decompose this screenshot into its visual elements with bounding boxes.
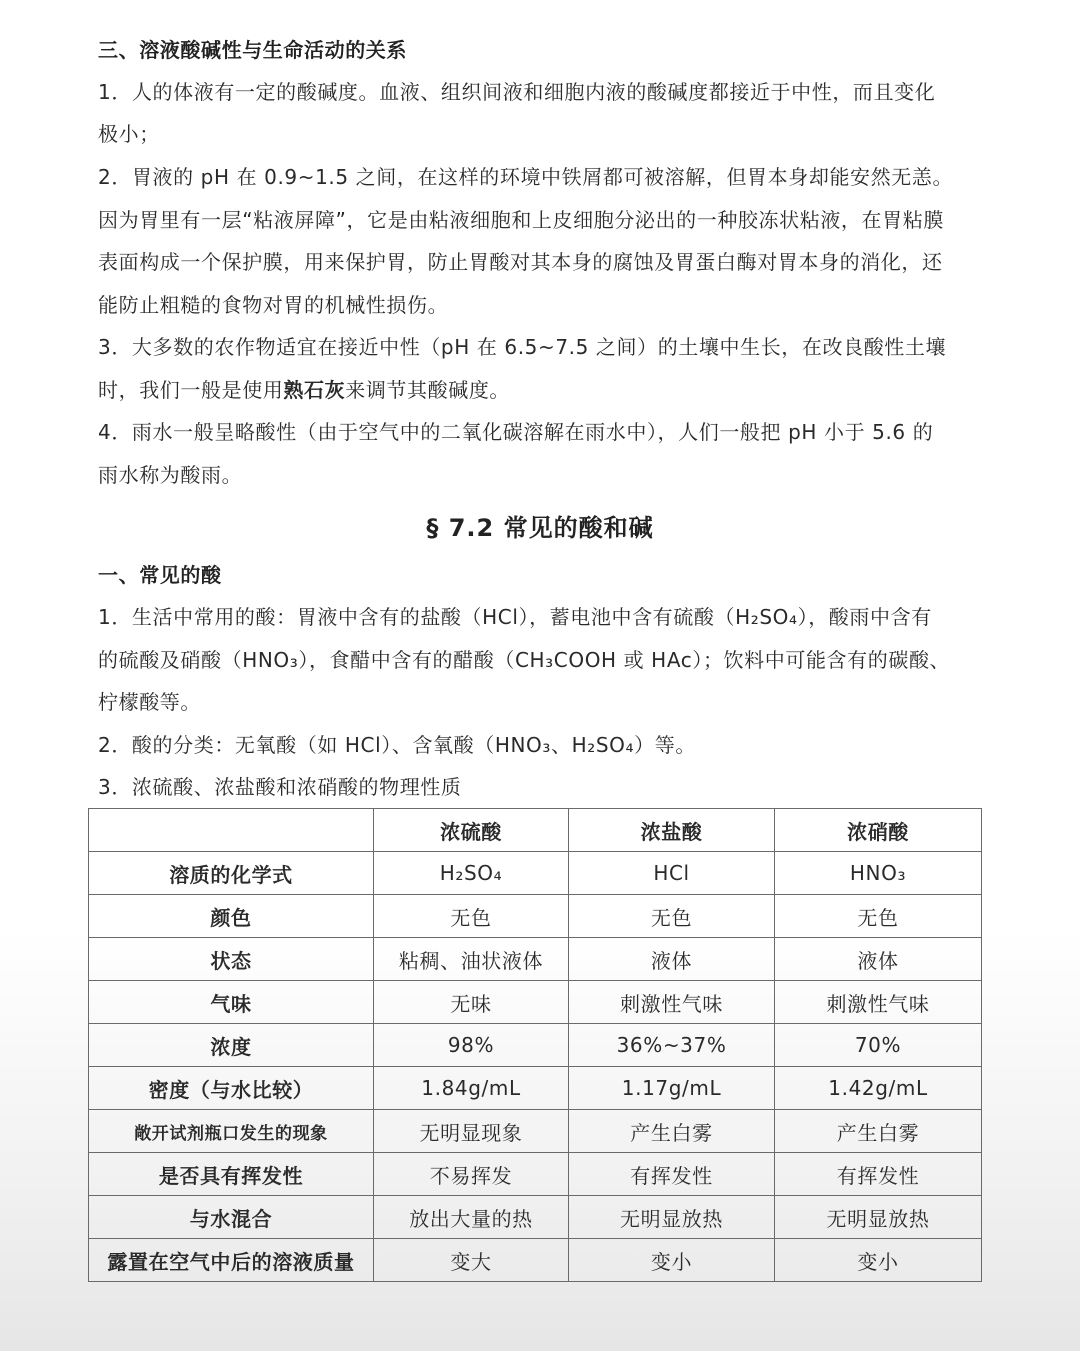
table-cell: 不易挥发: [374, 1153, 569, 1196]
table-header-hydrochloric: 浓盐酸: [569, 809, 775, 852]
section3-item2-line2: 因为胃里有一层“粘液屏障”，它是由粘液细胞和上皮细胞分泌出的一种胶冻状粘液，在胃粘膜: [98, 208, 944, 232]
table-row: [89, 895, 982, 938]
table-cell: 98%: [374, 1024, 569, 1067]
table-cell: HNO₃: [775, 852, 982, 895]
row-label: 溶质的化学式: [89, 852, 374, 895]
table-header-sulfuric: 浓硫酸: [374, 809, 569, 852]
table-row: [89, 981, 982, 1024]
table-header-nitric: 浓硝酸: [775, 809, 982, 852]
section3-heading: 三、溶液酸碱性与生命活动的关系: [98, 38, 407, 62]
table-row: [89, 1067, 982, 1110]
table-cell: 有挥发性: [569, 1153, 775, 1196]
chapter-title: § 7.2 常见的酸和碱: [426, 514, 654, 542]
table-cell: 产生白雾: [569, 1110, 775, 1153]
table-cell: 无色: [569, 895, 775, 938]
table-row: [89, 938, 982, 981]
section1-item1-line2: 的硫酸及硝酸（HNO₃），食醋中含有的醋酸（CH₃COOH 或 HAc）；饮料中可能含有的碳酸、: [98, 648, 951, 672]
table-header-row: [89, 809, 982, 852]
row-label: 气味: [89, 981, 374, 1024]
table-cell: 液体: [775, 938, 982, 981]
row-label: 浓度: [89, 1024, 374, 1067]
table-cell: 刺激性气味: [569, 981, 775, 1024]
table-header-blank: [89, 809, 374, 852]
table-cell: H₂SO₄: [374, 852, 569, 895]
table-cell: 无明显现象: [374, 1110, 569, 1153]
table-row: [89, 1196, 982, 1239]
row-label: 是否具有挥发性: [89, 1153, 374, 1196]
table-cell: 液体: [569, 938, 775, 981]
table-row: [89, 852, 982, 895]
table-cell: 70%: [775, 1024, 982, 1067]
table-cell: 无明显放热: [775, 1196, 982, 1239]
table-row: [89, 1110, 982, 1153]
table-cell: 产生白雾: [775, 1110, 982, 1153]
table-cell: 放出大量的热: [374, 1196, 569, 1239]
table-cell: 无色: [374, 895, 569, 938]
row-label: 颜色: [89, 895, 374, 938]
table-row: [89, 1153, 982, 1196]
section3-item1-line2: 极小；: [98, 122, 160, 146]
section1-item2: 2．酸的分类：无氧酸（如 HCl）、含氧酸（HNO₃、H₂SO₄）等。: [98, 733, 696, 757]
item3-text-pre: 时，我们一般是使用: [98, 378, 284, 402]
table-cell: 1.84g/mL: [374, 1067, 569, 1110]
table-cell: 刺激性气味: [775, 981, 982, 1024]
row-label: 露置在空气中后的溶液质量: [89, 1239, 374, 1282]
table-cell: 无明显放热: [569, 1196, 775, 1239]
section3-item1-line1: 1．人的体液有一定的酸碱度。血液、组织间液和细胞内液的酸碱度都接近于中性，而且变化: [98, 80, 936, 104]
section3-item4-line1: 4．雨水一般呈略酸性（由于空气中的二氧化碳溶解在雨水中），人们一般把 pH 小于 5.6 的: [98, 420, 934, 444]
table-cell: 粘稠、油状液体: [374, 938, 569, 981]
table-cell: 1.42g/mL: [775, 1067, 982, 1110]
table-cell: 无色: [775, 895, 982, 938]
section3-item2-line1: 2．胃液的 pH 在 0.9~1.5 之间，在这样的环境中铁屑都可被溶解，但胃本身却能安然无恙。: [98, 165, 954, 189]
row-label: 敞开试剂瓶口发生的现象: [89, 1110, 374, 1153]
table-cell: 变大: [374, 1239, 569, 1282]
section1-item1-line3: 柠檬酸等。: [98, 690, 201, 714]
section3-item3-line1: 3．大多数的农作物适宜在接近中性（pH 在 6.5~7.5 之间）的土壤中生长，在改良酸性土壤: [98, 335, 947, 359]
table-row: [89, 1239, 982, 1282]
section1-item1-line1: 1．生活中常用的酸：胃液中含有的盐酸（HCl），蓄电池中含有硫酸（H₂SO₄），酸雨中含有: [98, 605, 932, 629]
section1-item3: 3．浓硫酸、浓盐酸和浓硝酸的物理性质: [98, 775, 462, 799]
section3-item2-line3: 表面构成一个保护膜，用来保护胃，防止胃酸对其本身的腐蚀及胃蛋白酶对胃本身的消化，还: [98, 250, 943, 274]
table-cell: 变小: [775, 1239, 982, 1282]
acid-properties-table: [88, 808, 982, 1282]
table-cell: 1.17g/mL: [569, 1067, 775, 1110]
section1-heading: 一、常见的酸: [98, 563, 222, 587]
section3-item3-line2: [98, 376, 510, 404]
table-cell: 有挥发性: [775, 1153, 982, 1196]
row-label: 与水混合: [89, 1196, 374, 1239]
table-cell: HCl: [569, 852, 775, 895]
item3-text-post: 来调节其酸碱度。: [345, 378, 511, 402]
row-label: 状态: [89, 938, 374, 981]
table-cell: 无味: [374, 981, 569, 1024]
table-cell: 36%~37%: [569, 1024, 775, 1067]
table-row: [89, 1024, 982, 1067]
section3-item4-line2: 雨水称为酸雨。: [98, 463, 243, 487]
row-label: 密度（与水比较）: [89, 1067, 374, 1110]
item3-text-bold: 熟石灰: [283, 378, 346, 402]
section3-item2-line4: 能防止粗糙的食物对胃的机械性损伤。: [98, 293, 449, 317]
table-cell: 变小: [569, 1239, 775, 1282]
